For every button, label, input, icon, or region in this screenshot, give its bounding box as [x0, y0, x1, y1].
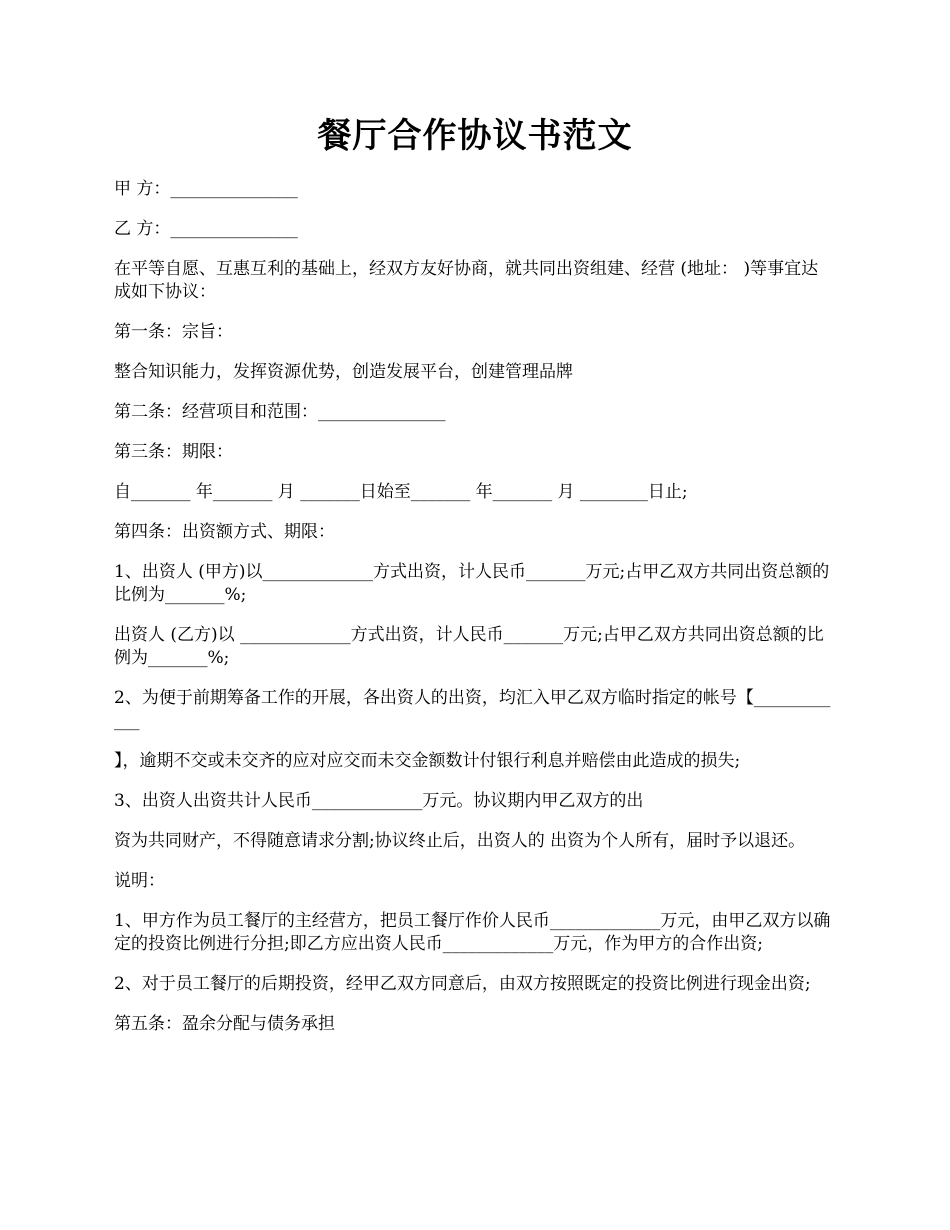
article-4-clause-2a: 2、为便于前期筹备工作的开展，各出资人的出资，均汇入甲乙双方临时指定的帐号【____________ — [114, 688, 831, 731]
article-4-clause-1a: 1、出资人 (甲方)以_____________方式出资，计人民币_______万元;占甲乙双方共同出资总额的比例为_______%; — [114, 562, 830, 605]
notes-item-2: 2、对于员工餐厅的后期投资，经甲乙双方同意后，由双方按照既定的投资比例进行现金出资; — [114, 974, 811, 994]
article-4-clause-2b: 】，逾期不交或未交齐的应对应交而未交金额数计付银行利息并赔偿由此造成的损失; — [114, 751, 741, 771]
party-b-line: 乙 方：_______________ — [114, 219, 298, 239]
article-3-heading: 第三条：期限： — [114, 442, 233, 462]
article-2-heading: 第二条：经营项目和范围：_______________ — [114, 402, 446, 422]
party-a-line: 甲 方：_______________ — [114, 179, 298, 199]
article-4-clause-1b: 出资人 (乙方)以 _____________方式出资，计人民币_______万元;占甲乙双方共同出资总额的比例为_______%; — [114, 625, 824, 668]
notes-item-1: 1、甲方作为员工餐厅的主经营方，把员工餐厅作价人民币_____________万元，由甲乙双方以确定的投资比例进行分担;即乙方应出资人民币_____________万元，作为甲方的合作出资; — [114, 911, 831, 954]
article-1-text: 整合知识能力，发挥资源优势，创造发展平台，创建管理品牌 — [114, 362, 573, 382]
article-5-heading: 第五条：盈余分配与债务承担 — [114, 1014, 335, 1034]
article-1-heading: 第一条：宗旨： — [114, 322, 233, 342]
document-body — [114, 178, 834, 1053]
article-3-term: 自_______ 年_______ 月 _______日始至_______ 年_______ 月 ________日止; — [114, 482, 688, 502]
preamble-paragraph: 在平等自愿、互惠互利的基础上，经双方友好协商，就共同出资组建、经营 (地址： )等事宜达成如下协议： — [114, 259, 819, 302]
article-4-heading: 第四条：出资额方式、期限： — [114, 522, 335, 542]
notes-heading: 说明： — [114, 871, 165, 891]
article-4-clause-3b: 资为共同财产，不得随意请求分割;协议终止后，出资人的 出资为个人所有，届时予以退还。 — [114, 831, 806, 851]
document-title: 餐厅合作协议书范文 — [317, 116, 633, 156]
article-4-clause-3a: 3、出资人出资共计人民币_____________万元。协议期内甲乙双方的出 — [114, 791, 644, 811]
